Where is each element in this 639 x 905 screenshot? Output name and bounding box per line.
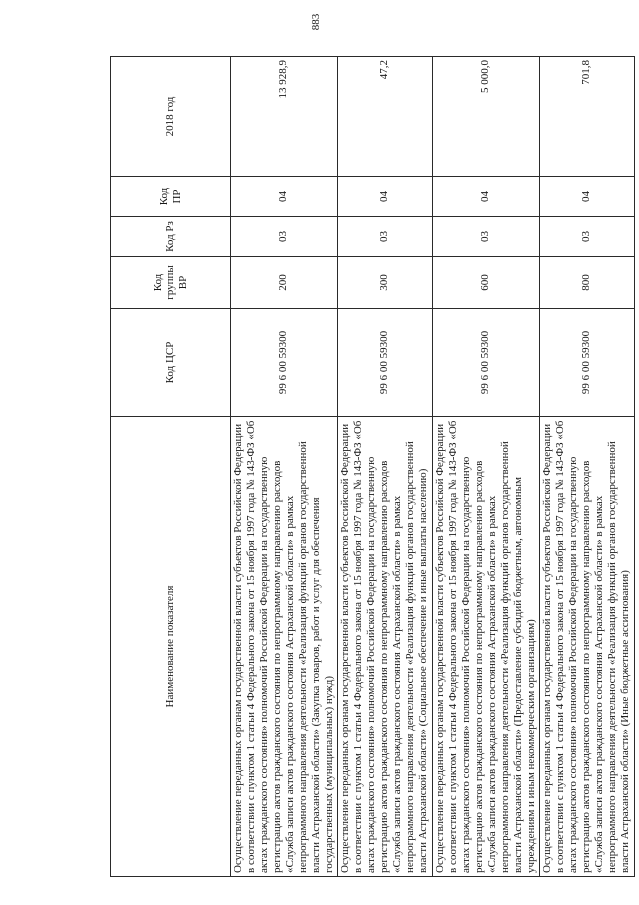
row-year-amount: 13 928,9 (231, 57, 338, 177)
row-csr: 99 6 00 59300 (432, 309, 539, 417)
table-row (539, 57, 634, 877)
header-vr: Код группы ВР (111, 257, 231, 309)
row-rz: 03 (432, 217, 539, 257)
row-pr: 04 (337, 177, 432, 217)
row-rz: 03 (337, 217, 432, 257)
row-vr: 300 (337, 257, 432, 309)
row-vr: 200 (231, 257, 338, 309)
table-row (432, 57, 539, 877)
row-name: Осуществление переданных органам государственной власти субъектов Российской Федерации в соответствии с пунктом 1 статьи 4 Федерального закона от 15 ноября 1997 года № 143-ФЗ «Об актах гражданского состояния» полномочий Российской Федерации на государственную регистрацию актов гражданского состояния по непрограммному направлению расходов «Служба записи актов гражданского состояния Астраханской области» в рамках непрограммного направления деятельности «Реализация функций органов государственной власти Астраханской области» (Иные бюджетные ассигнования) (539, 417, 634, 877)
table-header-row (111, 57, 231, 877)
row-rz: 03 (231, 217, 338, 257)
row-pr: 04 (231, 177, 338, 217)
row-year-amount: 701,8 (539, 57, 634, 177)
row-csr: 99 6 00 59300 (337, 309, 432, 417)
row-year-amount: 47,2 (337, 57, 432, 177)
page-number: 883 (310, 13, 322, 31)
header-csr: Код ЦСР (111, 309, 231, 417)
table-row (337, 57, 432, 877)
row-year-amount: 5 000,0 (432, 57, 539, 177)
row-pr: 04 (539, 177, 634, 217)
header-pr: Код ПР (111, 177, 231, 217)
budget-table (110, 56, 635, 877)
row-pr: 04 (432, 177, 539, 217)
header-name: Наименование показателя (111, 417, 231, 877)
row-csr: 99 6 00 59300 (539, 309, 634, 417)
row-name: Осуществление переданных органам государственной власти субъектов Российской Федерации в соответствии с пунктом 1 статьи 4 Федерального закона от 15 ноября 1997 года № 143-ФЗ «Об актах гражданского состояния» полномочий Российской Федерации на государственную регистрацию актов гражданского состояния по непрограммному направлению расходов «Служба записи актов гражданского состояния Астраханской области» в рамках непрограммного направления деятельности «Реализация функций органов государственной власти Астраханской области» (Предоставление субсидий бюджетным, автономным учреждениям и иным некоммерческим организациям) (432, 417, 539, 877)
table-row (231, 57, 338, 877)
row-vr: 600 (432, 257, 539, 309)
row-vr: 800 (539, 257, 634, 309)
rotated-table-container (110, 57, 631, 877)
header-year: 2018 год (111, 57, 231, 177)
row-rz: 03 (539, 217, 634, 257)
row-name: Осуществление переданных органам государственной власти субъектов Российской Федерации в соответствии с пунктом 1 статьи 4 Федерального закона от 15 ноября 1997 года № 143-ФЗ «Об актах гражданского состояния» полномочий Российской Федерации на государственную регистрацию актов гражданского состояния по непрограммному направлению расходов «Служба записи актов гражданского состояния Астраханской области» в рамках непрограммного направления деятельности «Реализация функций органов государственной власти Астраханской области» (Социальное обеспечение и иные выплаты населению) (337, 417, 432, 877)
row-csr: 99 6 00 59300 (231, 309, 338, 417)
header-rz: Код Рз (111, 217, 231, 257)
row-name: Осуществление переданных органам государственной власти субъектов Российской Федерации в соответствии с пунктом 1 статьи 4 Федерального закона от 15 ноября 1997 года № 143-ФЗ «Об актах гражданского состояния» полномочий Российской Федерации на государственную регистрацию актов гражданского состояния по непрограммному направлению расходов «Служба записи актов гражданского состояния Астраханской области» в рамках непрограммного направления деятельности «Реализация функций органов государственной власти Астраханской области» (Закупка товаров, работ и услуг для обеспечения государственных (муниципальных) нужд) (231, 417, 338, 877)
